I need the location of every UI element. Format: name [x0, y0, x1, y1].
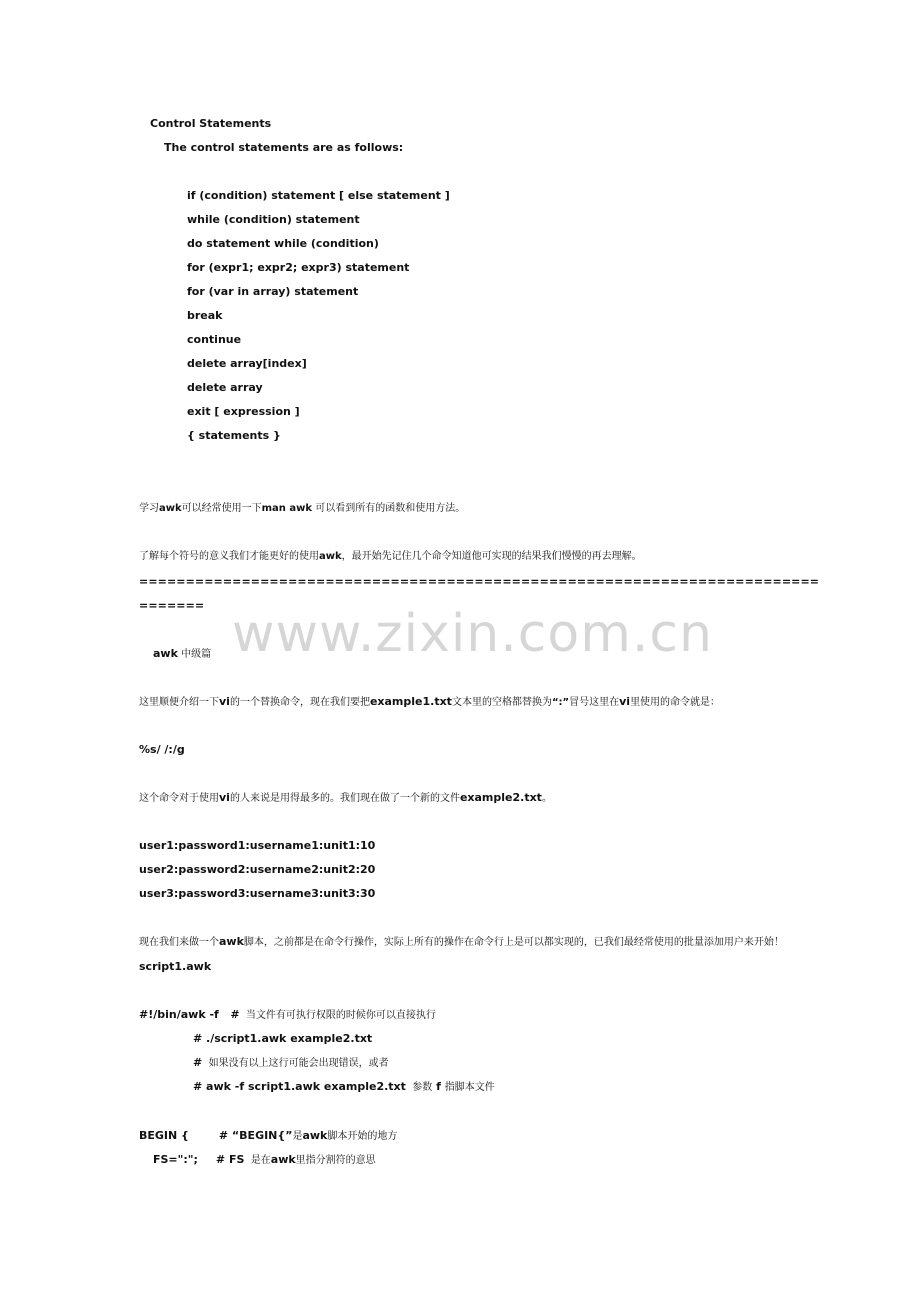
para-text: 现在我们来做一个 — [139, 937, 219, 948]
para-text: 这个命令对于使用 — [139, 793, 219, 804]
para-keyword: vi — [219, 791, 230, 804]
statement-line: delete array[index] — [187, 357, 307, 370]
para-text: 这里顺便介绍一下 — [139, 697, 219, 708]
code-comment-marker: # “BEGIN{” — [218, 1129, 293, 1142]
statement-line: do statement while (condition) — [187, 237, 379, 250]
para-meaning — [139, 550, 642, 564]
statement-line: delete array — [187, 381, 263, 394]
para-keyword: example1.txt — [369, 695, 452, 708]
code-text: f — [432, 1080, 445, 1093]
para-text: 学习 — [139, 503, 159, 514]
para-text: 冒号这里在 — [569, 697, 620, 708]
para-keyword: awk — [219, 935, 244, 948]
statement-line: for (expr1; expr2; expr3) statement — [187, 261, 410, 274]
para-keyword: “:” — [551, 697, 570, 708]
para-text: 可以看到所有的函数和使用方法。 — [312, 503, 466, 514]
code-keyword: awk — [302, 1129, 328, 1142]
comment-text: 如果没有以上这行可能会出现错误，或者 — [202, 1058, 389, 1069]
code-text: BEGIN { — [139, 1129, 189, 1142]
statement-line: continue — [187, 333, 242, 346]
file-line: user2:password2:username2:unit2:20 — [139, 863, 376, 876]
comment-text: 是 — [292, 1131, 303, 1142]
para-keyword: vi — [619, 695, 631, 708]
begin-line — [139, 1129, 397, 1144]
separator-line: ========================================================================= — [139, 575, 820, 588]
vi-command: %s/ /:/g — [139, 743, 185, 756]
section-keyword: awk — [153, 647, 178, 660]
code-comment-marker: # — [218, 1008, 240, 1021]
statement-line: for (var in array) statement — [187, 285, 359, 298]
para-example2 — [139, 791, 552, 806]
separator-line: ======= — [139, 599, 205, 612]
para-vi — [139, 695, 720, 710]
para-keyword: example2.txt — [459, 791, 542, 804]
comment-run: # ./script1.awk example2.txt — [193, 1032, 373, 1045]
file-line: user3:password3:username3:unit3:30 — [139, 887, 376, 900]
para-text: 可以经常使用一下 — [181, 503, 262, 514]
code-text: # awk -f script1.awk example2.txt — [193, 1080, 406, 1093]
comment-text: 指脚本文件 — [444, 1082, 495, 1093]
script-name: script1.awk — [139, 960, 212, 973]
para-man-awk — [139, 502, 465, 516]
para-text: ，最开始先记住几个命令知道他可实现的结果我们慢慢的再去理解。 — [341, 551, 642, 562]
para-keyword: awk — [159, 503, 182, 514]
statement-line: exit [ expression ] — [187, 405, 300, 418]
section-title — [153, 647, 211, 662]
comment-awk-f — [193, 1080, 495, 1095]
para-script — [139, 935, 784, 950]
para-text: 了解每个符号的意义我们才能更好的使用 — [139, 551, 319, 562]
para-text: 。 — [541, 793, 552, 804]
shebang-line — [139, 1008, 436, 1023]
code-text: #!/bin/awk -f — [139, 1008, 219, 1021]
code-text: FS=":"; — [153, 1153, 198, 1166]
para-text: 的一个替换命令，现在我们要把 — [229, 697, 370, 708]
comment-text: 里指分割符的意思 — [295, 1155, 376, 1166]
comment-text: 当文件有可执行权限的时候你可以直接执行 — [239, 1010, 436, 1021]
para-text: 的人来说是用得最多的。我们现在做了一个新的文件 — [229, 793, 460, 804]
code-keyword: awk — [270, 1153, 296, 1166]
code-comment-marker: # — [193, 1056, 203, 1069]
para-keyword: man awk — [261, 503, 313, 514]
para-text: 里使用的命令就是： — [630, 697, 721, 708]
comment-else — [193, 1056, 389, 1071]
comment-text: 参数 — [405, 1082, 433, 1093]
intro-text: The control statements are as follows: — [164, 141, 404, 154]
statement-line: break — [187, 309, 223, 322]
section-text: 中级篇 — [177, 649, 212, 660]
statement-line: if (condition) statement [ else statement ] — [187, 189, 450, 202]
comment-text: 是在 — [244, 1155, 271, 1166]
para-text: 脚本，之前都是在命令行操作，实际上所有的操作在命令行上是可以都实现的，已我们最经常使用的批量添加用户来开始！ — [243, 937, 784, 948]
fs-line — [153, 1153, 376, 1168]
file-line: user1:password1:username1:unit1:10 — [139, 839, 376, 852]
statement-line: { statements } — [187, 429, 281, 442]
code-comment-marker: # FS — [215, 1153, 245, 1166]
para-keyword: awk — [319, 551, 342, 562]
statement-line: while (condition) statement — [187, 213, 360, 226]
para-text: 文本里的空格都替换为 — [451, 697, 552, 708]
watermark: www.zixin.com.cn — [232, 604, 713, 664]
para-keyword: vi — [219, 695, 230, 708]
comment-text: 脚本开始的地方 — [327, 1131, 398, 1142]
heading: Control Statements — [150, 117, 272, 130]
